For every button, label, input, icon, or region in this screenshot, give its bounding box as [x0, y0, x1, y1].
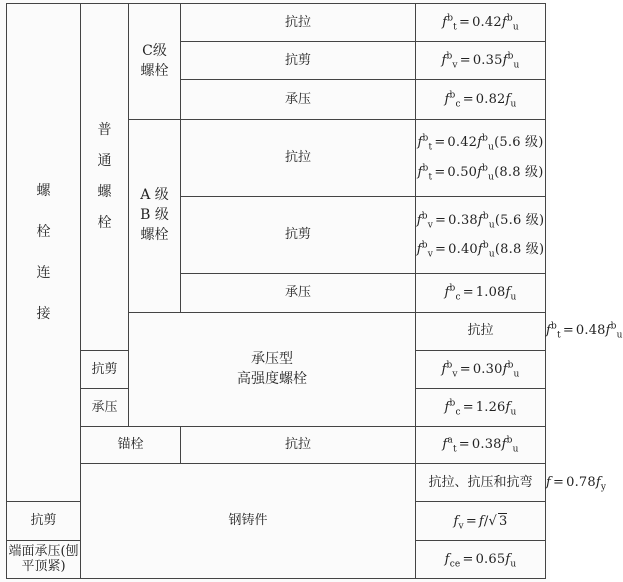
formula-symbol: f [417, 135, 423, 151]
formula-superscript: b [421, 240, 428, 251]
formula-superscript: a [447, 436, 453, 447]
formula-superscript: b [610, 322, 617, 333]
sqrt-sign: √ [488, 513, 497, 529]
formula-coefficient: 1.26 [475, 399, 506, 415]
formula-subscript: u [616, 330, 623, 341]
formula-cell [416, 4, 546, 42]
formula-coefficient: 0.35 [472, 52, 503, 68]
formula-symbol: f [416, 242, 422, 258]
stress-type-cell: 抗剪 [81, 350, 129, 388]
formula-subscript: u [510, 292, 517, 303]
formula-superscript: b [482, 240, 489, 251]
group-class-ab [129, 119, 181, 312]
stress-type-cell: 抗拉、抗压和抗弯 [416, 464, 546, 502]
formula-subscript: v [427, 220, 434, 231]
group-class-ab-label [129, 187, 180, 243]
formula-equals: = [434, 135, 446, 151]
formula [442, 437, 518, 453]
formula-symbol: f [595, 475, 601, 491]
stress-type-cell: 承压 [81, 388, 129, 426]
formula-symbol: f [477, 135, 483, 151]
formula-cell [416, 196, 546, 273]
formula-equals: = [462, 551, 474, 567]
group-anchor-bolt: 锚栓 [81, 427, 181, 464]
formula-coefficient: 0.82 [475, 91, 506, 107]
formula-symbol: f [546, 475, 552, 491]
formula-pair [416, 133, 545, 183]
stress-type-cell: 承压 [181, 274, 416, 312]
formula-superscript: b [449, 283, 456, 294]
formula-subscript: u [513, 369, 520, 380]
formula-cell [416, 427, 546, 464]
formula-equals: = [462, 91, 474, 107]
formula [445, 552, 517, 568]
formula-coefficient: 0.42 [447, 135, 478, 151]
formula-symbol: f [505, 399, 511, 415]
formula-subscript: u [488, 220, 495, 231]
stress-type-cell: 抗拉 [181, 119, 416, 196]
formula-equals: = [435, 242, 447, 258]
formula-subscript: u [488, 142, 495, 153]
group-ordinary-bolt [81, 4, 129, 351]
formula-superscript: b [447, 13, 454, 24]
formula-symbol: f [477, 164, 483, 180]
formula-symbol: f [505, 551, 511, 567]
formula-equals: = [458, 437, 470, 453]
formula-superscript: b [422, 133, 429, 144]
formula-coefficient: 0.78 [566, 475, 596, 491]
formula [444, 400, 516, 416]
formula-symbol: f [505, 91, 511, 107]
formula-equals: = [462, 399, 474, 415]
formula-grade-note: (8.8 级) [494, 164, 544, 180]
formula-symbol: f [501, 14, 507, 30]
formula-grade-note: (5.6 级) [494, 135, 544, 151]
formula-symbol: f [444, 399, 450, 415]
stress-type-cell: 承压 [181, 80, 416, 119]
formula-symbol: f [444, 91, 450, 107]
formula-subscript: t [453, 22, 457, 33]
formula-coefficient: 0.38 [448, 212, 478, 228]
formula-grade-note: (8.8 级) [494, 242, 545, 258]
formula-subscript: y [600, 482, 607, 493]
formula-cell [416, 80, 546, 119]
formula-cell [416, 540, 546, 578]
formula-coefficient: 0.42 [472, 14, 502, 30]
formula-superscript: b [551, 322, 557, 333]
group-bolt-label [37, 183, 51, 322]
formula-symbol: f [546, 323, 552, 339]
stress-type-cell: 抗拉 [181, 427, 416, 464]
formula-subscript: u [512, 22, 519, 33]
group-bolt-char: 螺 [36, 183, 51, 200]
formula-subscript: c [455, 407, 461, 418]
formula-coefficient: 0.65 [475, 551, 506, 567]
stress-type-cell: 抗拉 [416, 312, 546, 350]
group-ordinary-label [98, 122, 112, 231]
formula-subscript: v [452, 60, 458, 71]
group-ordinary-char: 普 [97, 122, 112, 139]
group-bearing-hsb-line: 高强度螺栓 [237, 370, 307, 387]
formula-symbol: f [444, 551, 450, 567]
design-strength-table [6, 3, 623, 579]
formula-subscript: u [510, 99, 517, 110]
formula-subscript: v [452, 369, 458, 380]
formula-superscript: b [506, 436, 513, 447]
formula-pair [416, 213, 545, 258]
formula-subscript: u [510, 407, 517, 418]
group-bolt-connection [7, 4, 81, 502]
formula-subscript: t [428, 172, 433, 183]
formula [418, 135, 544, 151]
formula-symbol: f [501, 437, 507, 453]
table-row [7, 4, 546, 42]
formula-equals: = [458, 14, 471, 30]
formula-cell [416, 42, 546, 80]
formula-superscript: b [507, 51, 514, 62]
table-row [7, 464, 546, 502]
formula [444, 92, 516, 108]
group-class-c-line: 螺栓 [140, 62, 169, 79]
formula-subscript: u [512, 445, 519, 455]
formula [442, 15, 519, 31]
formula-superscript: b [506, 13, 513, 24]
formula-superscript: b [446, 51, 453, 62]
sqrt-argument: 3 [499, 513, 508, 529]
formula-symbol: f [441, 52, 447, 68]
formula-coefficient: 0.38 [471, 437, 502, 453]
formula-equals: = [462, 285, 474, 301]
formula-subscript: c [455, 99, 461, 110]
formula-subscript: u [488, 249, 495, 260]
formula-symbol: f [442, 14, 448, 30]
formula-symbol: f [505, 285, 511, 301]
formula-superscript: b [482, 163, 489, 174]
formula-superscript: b [482, 211, 489, 222]
stress-type-cell: 抗剪 [181, 196, 416, 273]
formula-symbol: f [417, 164, 423, 180]
formula-symbol: f [441, 361, 447, 377]
formula [417, 242, 544, 258]
formula-cell [416, 502, 546, 540]
formula [444, 285, 516, 301]
stress-type-cell: 抗拉 [181, 4, 416, 42]
formula-symbol: f [502, 52, 508, 68]
group-class-ab-line: A 级 [140, 187, 169, 204]
formula-symbol: f [416, 212, 422, 228]
formula-equals: = [562, 323, 574, 339]
formula-coefficient: 0.50 [447, 164, 478, 180]
group-ordinary-char: 螺 [97, 183, 112, 200]
formula-subscript: c [455, 292, 461, 303]
formula-coefficient: 1.08 [475, 285, 506, 301]
formula-subscript: u [510, 559, 517, 570]
group-bearing-hsb-label [129, 351, 415, 388]
formula [546, 475, 606, 491]
formula-superscript: b [482, 133, 489, 144]
formula-subscript: t [452, 445, 457, 455]
formula-subscript: u [488, 172, 495, 183]
group-class-ab-line: 螺栓 [140, 226, 169, 243]
group-bearing-hsb-line: 承压型 [251, 351, 293, 368]
formula-symbol: f [442, 437, 448, 453]
formula-superscript: b [422, 163, 429, 174]
formula-cell [416, 119, 546, 196]
formula-subscript: ce [449, 559, 461, 570]
stress-type-cell: 端面承压(刨平顶紧) [7, 540, 81, 578]
formula-symbol: f [444, 285, 450, 301]
formula-subscript: v [458, 521, 464, 532]
formula-subscript: t [428, 142, 433, 153]
stress-type-cell: 抗剪 [7, 502, 81, 540]
stress-type-cell: 抗剪 [181, 42, 416, 80]
group-class-c-label [129, 43, 180, 80]
formula-symbol: f [605, 323, 611, 339]
formula-superscript: b [507, 360, 514, 371]
formula-coefficient: 0.30 [472, 361, 503, 377]
formula-equals: = [435, 212, 447, 228]
formula-equals: = [459, 361, 471, 377]
group-steel-casting: 钢铸件 [81, 464, 416, 579]
formula-symbol: f [478, 513, 484, 529]
group-ordinary-char: 通 [97, 153, 112, 170]
formula [417, 213, 544, 229]
formula-symbol: f [477, 212, 483, 228]
formula-equals: = [465, 513, 477, 529]
formula-superscript: b [421, 211, 428, 222]
group-class-c [129, 4, 181, 120]
group-bolt-char: 连 [36, 264, 51, 281]
formula [441, 53, 519, 69]
formula-symbol: f [453, 513, 459, 529]
group-bolt-char: 栓 [36, 223, 51, 240]
formula-cell [416, 274, 546, 312]
table-row [7, 427, 546, 464]
formula-equals: = [553, 475, 565, 491]
formula-cell [416, 388, 546, 426]
formula-subscript: u [513, 60, 520, 71]
formula-slash: / [483, 513, 489, 529]
formula-grade-note: (5.6 级) [494, 212, 545, 228]
formula [441, 362, 519, 378]
formula [546, 323, 623, 339]
formula-subscript: t [556, 330, 561, 341]
formula-symbol: f [477, 242, 483, 258]
formula [418, 165, 544, 181]
group-class-ab-line: B 级 [140, 207, 169, 224]
formula-equals: = [459, 52, 471, 68]
group-ordinary-char: 栓 [97, 214, 112, 231]
formula-equals: = [434, 164, 446, 180]
group-class-c-line: C级 [142, 42, 167, 59]
formula-symbol: f [502, 361, 508, 377]
formula-cast-shear [454, 513, 508, 530]
formula-superscript: b [449, 90, 456, 101]
formula-superscript: b [446, 360, 453, 371]
formula-coefficient: 0.40 [448, 242, 478, 258]
formula-superscript: b [449, 398, 456, 409]
formula-coefficient: 0.48 [575, 323, 606, 339]
formula-cell [416, 350, 546, 388]
group-bolt-char: 接 [36, 305, 51, 322]
group-bearing-hsb [129, 312, 416, 427]
formula-subscript: v [427, 249, 434, 260]
